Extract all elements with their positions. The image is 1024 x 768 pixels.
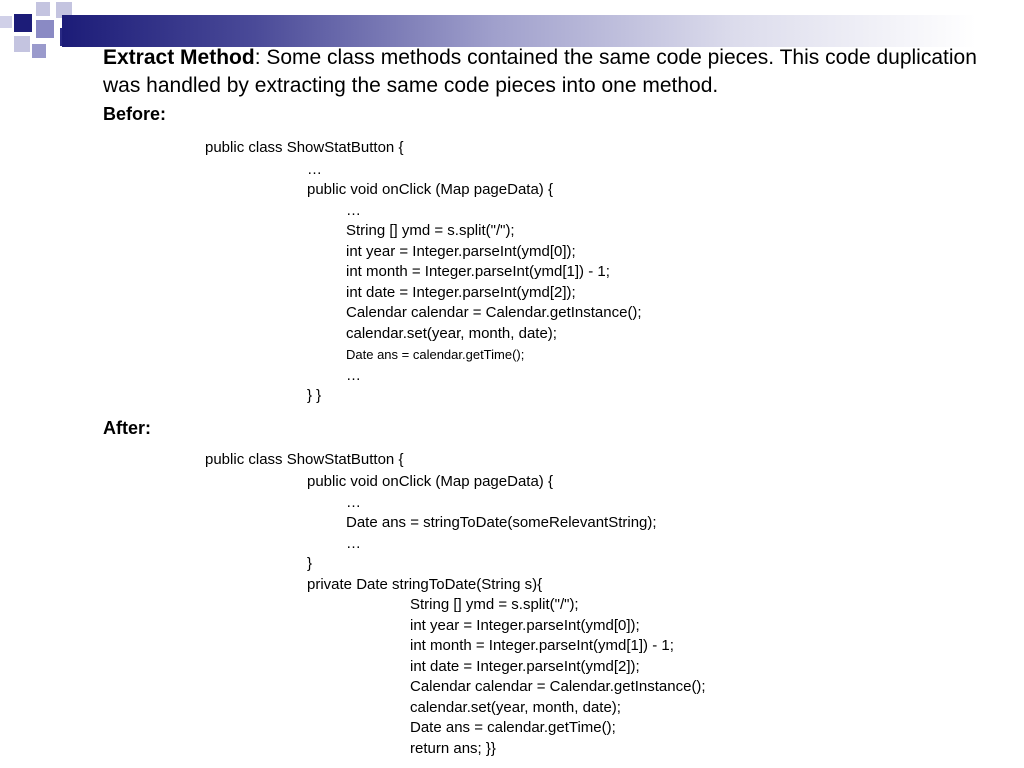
deco-square-light bbox=[36, 2, 50, 16]
slide-intro bbox=[103, 44, 983, 100]
deco-square-light bbox=[0, 16, 12, 28]
code-line: int year = Integer.parseInt(ymd[0]); bbox=[410, 617, 640, 634]
code-line: … bbox=[346, 202, 361, 219]
code-line: calendar.set(year, month, date); bbox=[346, 325, 557, 342]
code-line: public void onClick (Map pageData) { bbox=[307, 473, 553, 490]
code-line: int date = Integer.parseInt(ymd[2]); bbox=[346, 284, 576, 301]
code-line: public class ShowStatButton { bbox=[205, 451, 404, 468]
code-line: private Date stringToDate(String s){ bbox=[307, 576, 543, 593]
code-line: Date ans = calendar.getTime(); bbox=[410, 719, 616, 736]
deco-square-mid bbox=[32, 44, 46, 58]
header-gradient-bar bbox=[62, 15, 1024, 47]
code-line: } bbox=[307, 555, 313, 572]
code-line: String [] ymd = s.split("/"); bbox=[410, 596, 579, 613]
code-line: int month = Integer.parseInt(ymd[1]) - 1; bbox=[346, 263, 610, 280]
code-line: int date = Integer.parseInt(ymd[2]); bbox=[410, 658, 640, 675]
deco-square-dark bbox=[14, 14, 32, 32]
code-line: Date ans = stringToDate(someRelevantString); bbox=[346, 514, 657, 531]
before-label: Before: bbox=[103, 104, 167, 124]
intro-text: : Some class methods contained the same code pieces. This code duplication was handled by extracting the same code pieces into one method. bbox=[103, 46, 977, 97]
code-line: calendar.set(year, month, date); bbox=[410, 699, 621, 716]
code-line: return ans; }} bbox=[410, 740, 496, 757]
code-line: … bbox=[346, 367, 361, 384]
code-line: public class ShowStatButton { bbox=[205, 139, 404, 156]
intro-bold-term: Extract Method bbox=[103, 46, 255, 69]
code-line: int month = Integer.parseInt(ymd[1]) - 1; bbox=[410, 637, 674, 654]
code-line: } } bbox=[307, 387, 322, 404]
code-line: public void onClick (Map pageData) { bbox=[307, 181, 553, 198]
deco-square-light bbox=[14, 36, 30, 52]
code-line: int year = Integer.parseInt(ymd[0]); bbox=[346, 243, 576, 260]
deco-square-mid bbox=[36, 20, 54, 38]
code-line: Date ans = calendar.getTime(); bbox=[346, 347, 525, 362]
code-line: String [] ymd = s.split("/"); bbox=[346, 222, 515, 239]
code-line: Calendar calendar = Calendar.getInstance(); bbox=[410, 678, 706, 695]
after-label: After: bbox=[103, 418, 151, 438]
code-line: … bbox=[346, 535, 361, 552]
code-line: … bbox=[307, 161, 322, 178]
code-line: Calendar calendar = Calendar.getInstance(); bbox=[346, 304, 642, 321]
code-line: … bbox=[346, 494, 361, 511]
